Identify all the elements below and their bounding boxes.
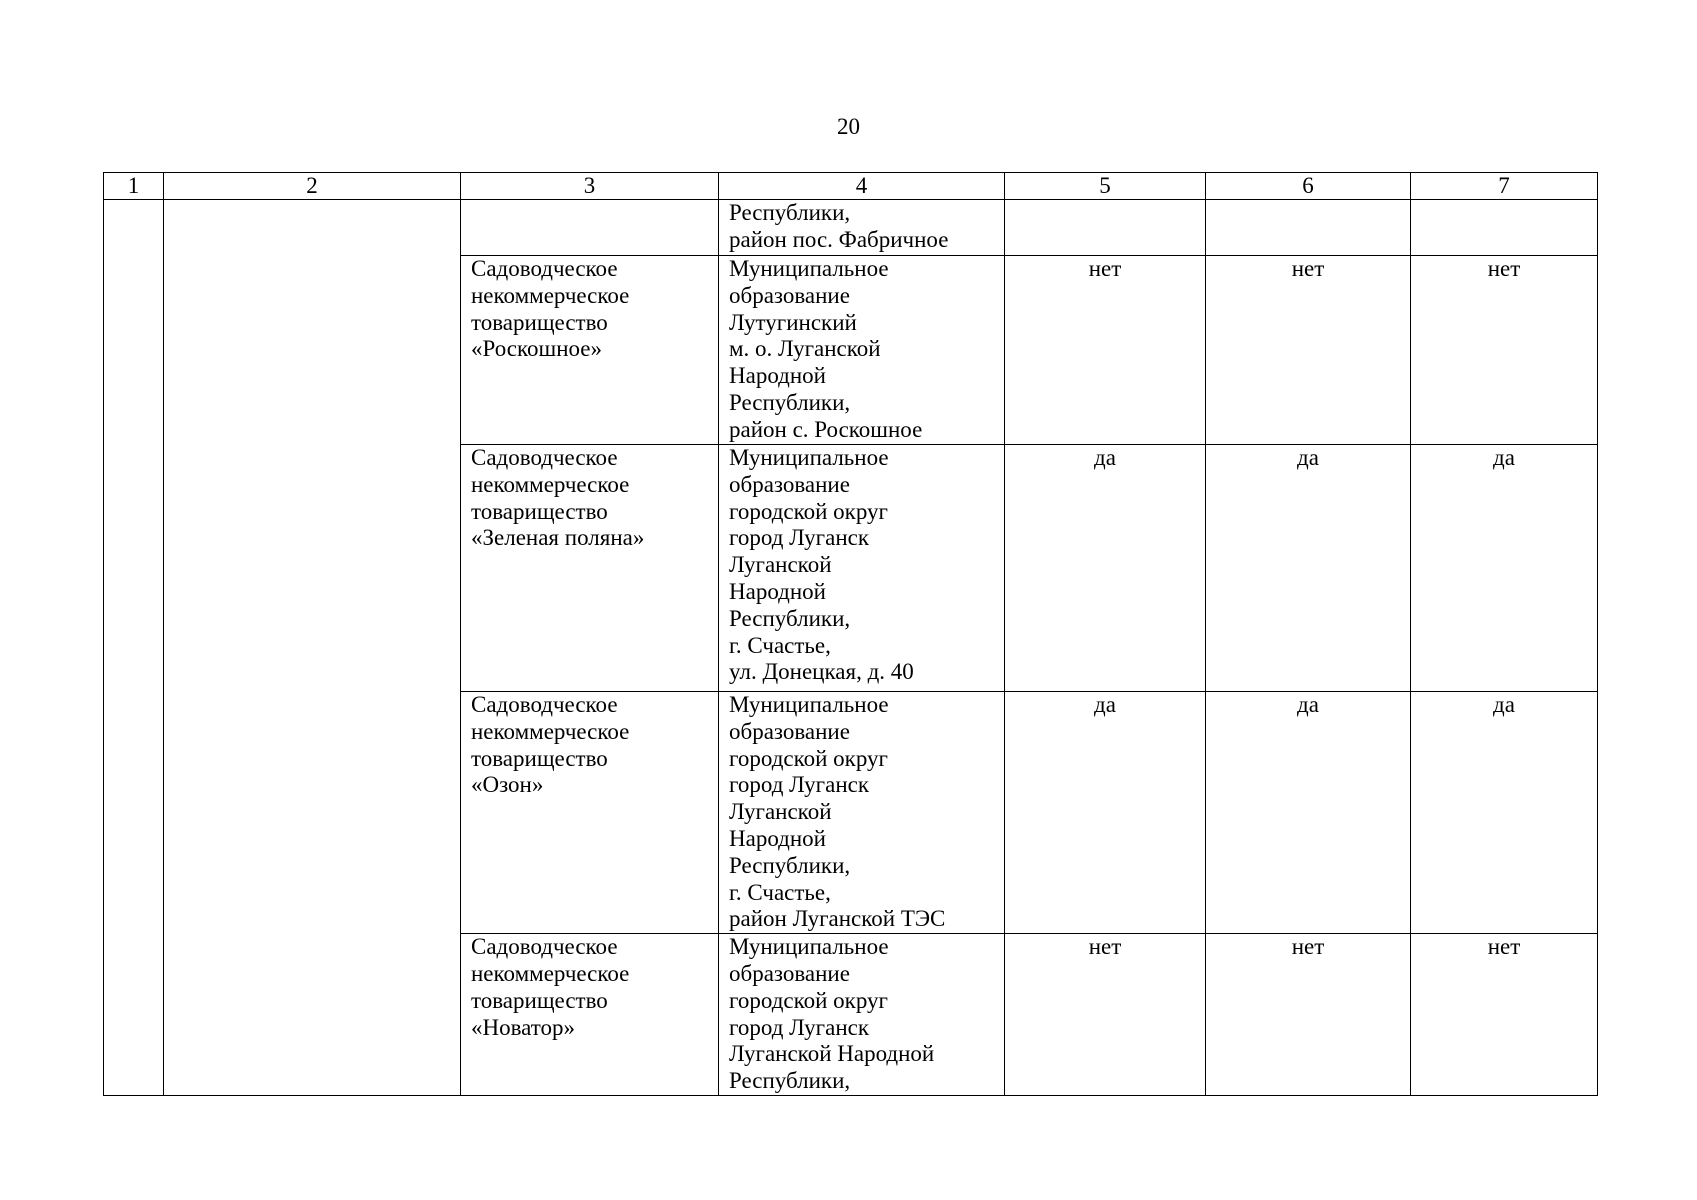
column-5-value: да — [1005, 692, 1206, 934]
address-text: Муниципальное образование городской округ город Луганск Луганской Народной Республики, — [729, 934, 935, 1094]
address-text: Муниципальное образование городской округ город Луганск Луганской Народной Республики, г. Счастье, район Луганской ТЭС — [729, 692, 946, 932]
column-7-value: нет — [1411, 256, 1598, 445]
column-5-value: нет — [1005, 256, 1206, 445]
column-5-value: да — [1005, 445, 1206, 692]
organization-name: Садоводческое некоммерческое товарищество «Новатор» — [471, 934, 630, 1040]
row-number-cell — [104, 200, 164, 1096]
column-number: 1 — [104, 173, 164, 200]
organization-name-cell — [461, 445, 719, 692]
column-5-value: нет — [1005, 934, 1206, 1096]
column-number: 4 — [719, 173, 1005, 200]
column-7-value: да — [1411, 692, 1598, 934]
address-text: Муниципальное образование городской округ город Луганск Луганской Народной Республики, г. Счастье, ул. Донецкая, д. 40 — [729, 445, 914, 685]
organization-name-cell — [461, 200, 719, 256]
column-5-value — [1005, 200, 1206, 256]
column-number: 2 — [164, 173, 461, 200]
category-cell — [164, 200, 461, 1096]
column-6-value: да — [1206, 445, 1411, 692]
address-cell — [719, 445, 1005, 692]
column-7-value — [1411, 200, 1598, 256]
column-number: 3 — [461, 173, 719, 200]
organization-name-cell — [461, 256, 719, 445]
column-number-row — [104, 173, 1598, 200]
column-6-value: нет — [1206, 256, 1411, 445]
address-cell — [719, 934, 1005, 1096]
column-7-value: да — [1411, 445, 1598, 692]
address-text: Республики, район пос. Фабричное — [729, 200, 949, 252]
organization-name-cell — [461, 692, 719, 934]
address-text: Муниципальное образование Лутугинский м. о. Луганской Народной Республики, район с. Роскошное — [729, 256, 923, 442]
column-number: 7 — [1411, 173, 1598, 200]
address-cell — [719, 200, 1005, 256]
column-number: 5 — [1005, 173, 1206, 200]
page-number: 20 — [837, 114, 860, 139]
column-number: 6 — [1206, 173, 1411, 200]
organization-name: Садоводческое некоммерческое товарищество «Роскошное» — [471, 256, 630, 362]
address-cell — [719, 692, 1005, 934]
organization-name-cell — [461, 934, 719, 1096]
column-7-value: нет — [1411, 934, 1598, 1096]
address-cell — [719, 256, 1005, 445]
column-6-value: нет — [1206, 934, 1411, 1096]
document-table — [103, 172, 1598, 1096]
organization-name: Садоводческое некоммерческое товарищество «Озон» — [471, 692, 630, 798]
column-6-value: да — [1206, 692, 1411, 934]
table-row — [104, 200, 1598, 256]
column-6-value — [1206, 200, 1411, 256]
organization-name: Садоводческое некоммерческое товарищество «Зеленая поляна» — [471, 445, 645, 551]
